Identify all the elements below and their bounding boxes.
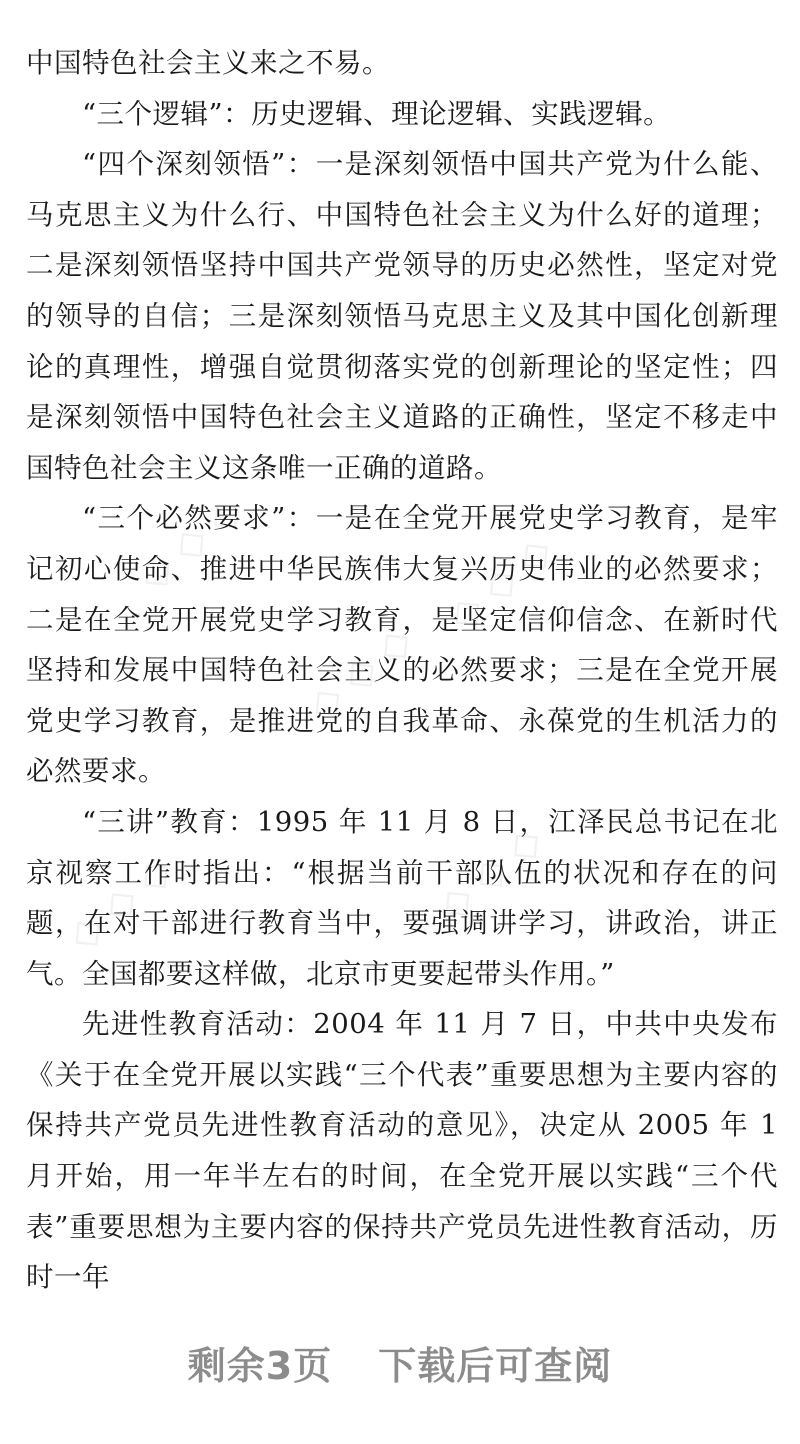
paragraph: “三个逻辑”：历史逻辑、理论逻辑、实践逻辑。 [82,97,672,130]
download-hint-label: 下载后可查阅 [378,1344,613,1388]
paragraph: “四个深刻领悟”：一是深刻领悟中国共产党为什么能、马克思主义为什么行、中国特色社会主义为什么好的道理；二是深刻领悟坚持中国共产党领导的历史必然性，坚定对党的领导的自信；三是深刻领悟马克思主义及其中国化创新理论的真理性，增强自觉贯彻落实党的创新理论的坚定性；四是深刻领悟中国特色社会主义道路的正确性，坚定不移走中国特色社会主义这条唯一正确的道路。 [26,148,778,484]
paragraph: “三个必然要求”：一是在全党开展党史学习教育，是牢记初心使命、推进中华民族伟大复兴历史伟业的必然要求；二是在全党开展党史学习教育，是坚定信仰信念、在新时代坚持和发展中国特色社会主义的必然要求；三是在全党开展党史学习教育，是推进党的自我革命、永葆党的生机活力的必然要求。 [26,502,778,788]
paragraph: 先进性教育活动：2004 年 11 月 7 日，中共中央发布《关于在全党开展以实践“三个代表”重要思想为主要内容的保持共产党员先进性教育活动的意见》，决定从 2005 年 1 月开始，用一年半左右的时间，在全党开展以实践“三个代表”重要思想为主要内容的保持共产党员先进性教育活动，历时一年 [26,1008,778,1294]
watermark: ◇ ◇ ◇ [299,616,421,730]
watermark: ◇ ◇ ◇ [59,846,181,960]
download-banner[interactable] [0,1338,800,1394]
watermark: ◇ ◇ ◇ [129,486,251,600]
document-body [26,38,778,1303]
watermark: ◇ ◇ ◇ [439,526,561,640]
paragraph: “三讲”教育：1995 年 11 月 8 日，江泽民总书记在北京视察工作时指出：“根据当前干部队伍的状况和存在的问题，在对干部进行教育当中，要强调讲学习，讲政治，讲正气。全国都要这样做，北京市更要起带头作用。” [26,805,778,990]
remaining-pages-label: 剩余3页 [187,1344,333,1388]
paragraph: 中国特色社会主义来之不易。 [26,47,390,79]
watermark: ◇ ◇ ◇ [429,816,551,930]
